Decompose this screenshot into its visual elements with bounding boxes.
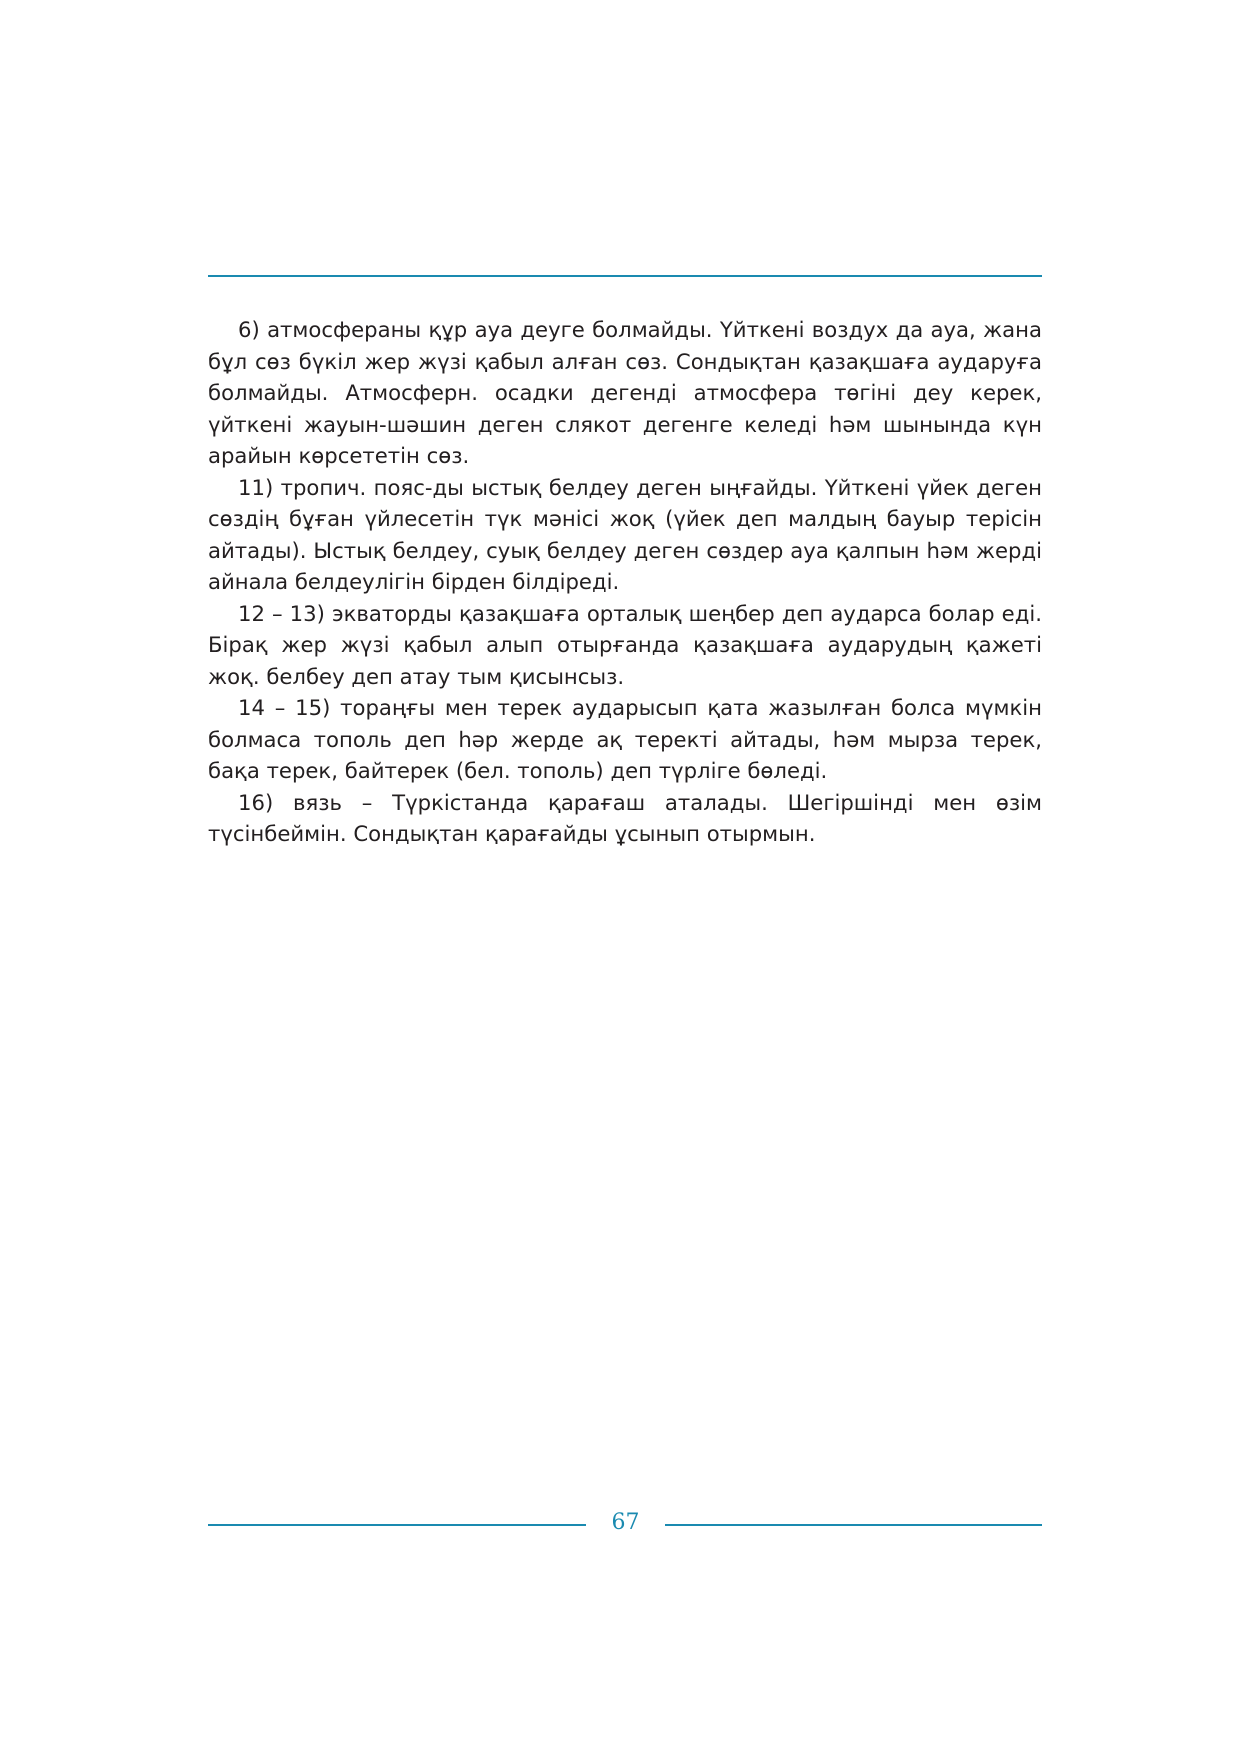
header-rule	[208, 275, 1042, 277]
footer-rule-left	[208, 1524, 586, 1526]
paragraph-14-15: 14 – 15) тораңғы мен терек аударысып қата жазылған болса мүмкін болмаса тополь деп һәр жерде ақ теректі айтады, һәм мырза терек, бақа терек, байтерек (бел. тополь) деп түрліге бөледі.	[208, 695, 1042, 783]
page-number: 67	[611, 1510, 640, 1535]
paragraph-12-13: 12 – 13) экваторды қазақшаға орталық шеңбер деп аударса болар еді. Бірақ жер жүзі қабыл алып отырғанда қазақшаға аударудың қажеті жоқ. белбеу деп атау тым қисынсыз.	[208, 600, 1042, 689]
paragraph-11: 11) тропич. пояс-ды ыстық белдеу деген ыңғайды. Үйткені үйек деген сөздің бұған үйлесетін түк мәнісі жоқ (үйек деп малдың бауыр терісін айтады). Ыстық белдеу, суық белдеу деген сөздер ауа қалпын һәм жерді айнала белдеулігін бірден білдіреді.	[208, 474, 1042, 594]
paragraph-16: 16) вязь – Түркістанда қарағаш аталады. Шегіршінді мен өзім түсінбеймін. Сондықтан қарағайды ұсынып отырмын.	[208, 789, 1042, 846]
paragraph-6: 6) атмосфераны құр ауа деуге болмайды. Үйткені воздух да ауа, жана бұл сөз бүкіл жер жүзі қабыл алған сөз. Сондықтан қазақшаға аударуға болмайды. Атмосферн. осадки дегенді атмосфера төгіні деу керек, үйткені жауын-шәшин деген слякот дегенге келеді һәм шынында күн арайын көрсететін сөз.	[208, 317, 1042, 468]
footer-rule-right	[665, 1524, 1042, 1526]
page-body	[208, 314, 1042, 850]
